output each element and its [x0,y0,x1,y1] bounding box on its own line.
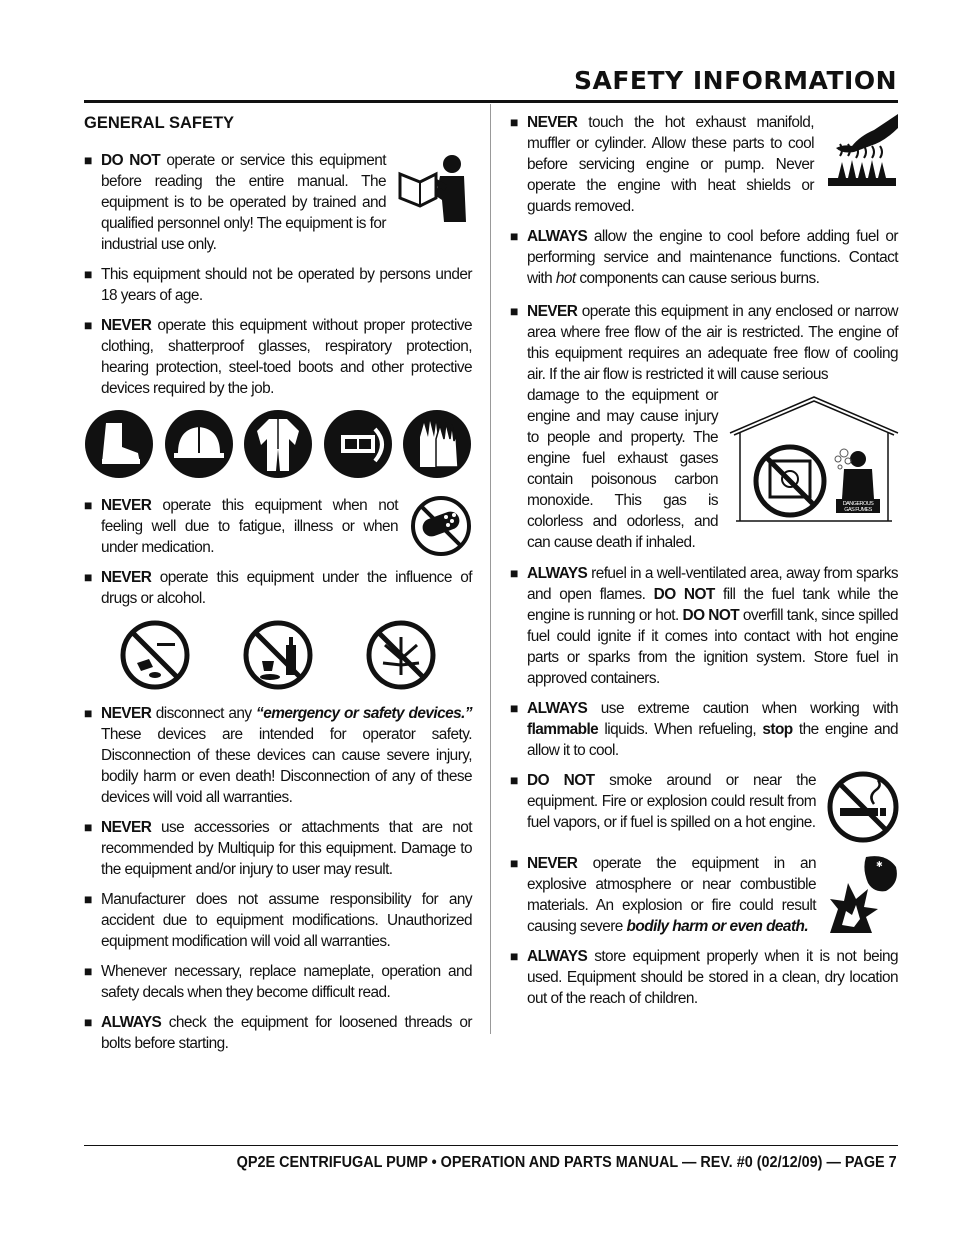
safety-item: ■ NEVER disconnect any “emergency or safety devices.” These devices are intended for operator safety. Disconnection of these devices can cause severe injury, bodily harm or even death! Disconnection of any of these devices will void all warranties. [84,705,473,806]
section-heading: GENERAL SAFETY [84,114,235,132]
left-column [84,112,472,1063]
safety-item: ■ DO NOT operate or service this equipment before reading the entire manual. The equipment is to be operated by trained and qualified personnel only! The equipment is for industrial use only. [84,150,472,255]
no-enclosed-area-icon [728,395,900,523]
no-marijuana-icon [365,619,437,691]
safety-item: ■ NEVER operate this equipment when not feeling well due to fatigue, illness or when under medication. [84,495,472,558]
right-column [510,112,898,1018]
svg-text:✱: ✱ [876,860,883,869]
no-smoking-icon [826,770,900,844]
sign-label: DANGEROUS [842,501,874,507]
no-alcohol-icon [242,619,314,691]
person-reading-manual-icon [396,152,474,224]
safety-item: ■ NEVER operate this equipment in any enclosed or narrow area where free flow of the air is restricted. The engine of this equipment requires an adequate free flow of cooling air. If the air flow is restricted it will cause serious DANGEROUS GAS FUMES damage to the equipment or engine and may cause injury to people and property. The engine fuel exhaust gases contain poisonous carbon monoxide. This gas is colorless and odorless, and can cause death if inhaled. [510,303,898,551]
ppe-icon-row [84,409,472,479]
safety-item: ■ ALWAYS store equipment properly when it is not being used. Equipment should be stored in a clean, dry location out of the reach of children. [510,948,898,1007]
no-medication-icon [408,495,474,557]
safety-item: ■ NEVER operate this equipment without proper protective clothing, shatterproof glasses, respiratory protection, hearing protection, steel-toed boots and other protective devices required by the job. [84,317,472,397]
safety-item: ■ DO NOT smoke around or near the equipment. Fire or explosion could result from fuel vapors, or if fuel is spilled on a hot engine. [510,770,898,844]
page-footer: QP2E CENTRIFUGAL PUMP • OPERATION AND PARTS MANUAL — REV. #0 (02/12/09) — PAGE 7 [237,1154,897,1171]
column-divider [490,104,491,1034]
safety-item: ■ NEVER touch the hot exhaust manifold, muffler or cylinder. Allow these parts to cool before servicing engine or pump. Never operate the engine with heat shields or guards removed. [510,112,898,217]
svg-text:GAS FUMES: GAS FUMES [844,507,872,513]
gloves-icon [402,409,472,479]
safety-item: ■ This equipment should not be operated by persons under 18 years of age. [84,266,472,304]
hot-surface-hand-icon [824,112,900,188]
steel-toe-boot-icon [84,409,154,479]
safety-item: ■ ALWAYS refuel in a well-ventilated area, away from sparks and open flames. DO NOT fill the fuel tank while the engine is running or hot. DO NOT overfill tank, since spilled fuel could ignite if it comes into contact with hot engine parts or sparks from the ignition system. Store fuel in approved containers. [510,565,898,687]
explosion-icon [826,853,900,935]
safety-item: ■ NEVER use accessories or attachments that are not recommended by Multiquip for this equipment. Damage to the equipment and/or injury to user may result. [84,819,472,878]
top-rule [84,100,898,103]
safety-item: ■ Whenever necessary, replace nameplate, operation and safety decals when they become difficult read. [84,963,472,1001]
safety-item: ■ ✱ NEVER operate the equipment in an explosive atmosphere or near combustible materials. An explosion or fire could result causing severe bodily harm or even death. [510,853,898,937]
drugs-alcohol-icon-row [94,619,462,691]
coverall-icon [243,409,313,479]
safety-item: ■ ALWAYS use extreme caution when working with flammable liquids. When refueling, stop the engine and allow it to cool. [510,700,899,759]
lead-word: DO NOT [101,152,161,169]
safety-item: ■ NEVER operate this equipment under the influence of drugs or alcohol. [84,569,472,607]
hard-hat-icon [164,409,234,479]
bullet: ■ [84,152,92,168]
safety-item: ■ Manufacturer does not assume responsibility for any accident due to equipment modifications. Unauthorized equipment modification will void all warranties. [84,891,472,950]
safety-glasses-icon [323,409,393,479]
footer-rule [84,1145,898,1146]
page-title: SAFETY INFORMATION [574,66,897,95]
no-drugs-icon [119,619,191,691]
safety-item: ■ ALWAYS allow the engine to cool before adding fuel or performing service and maintenance functions. Contact with hot components can cause serious burns. [510,228,898,287]
safety-item: ■ ALWAYS check the equipment for loosened threads or bolts before starting. [84,1014,472,1052]
